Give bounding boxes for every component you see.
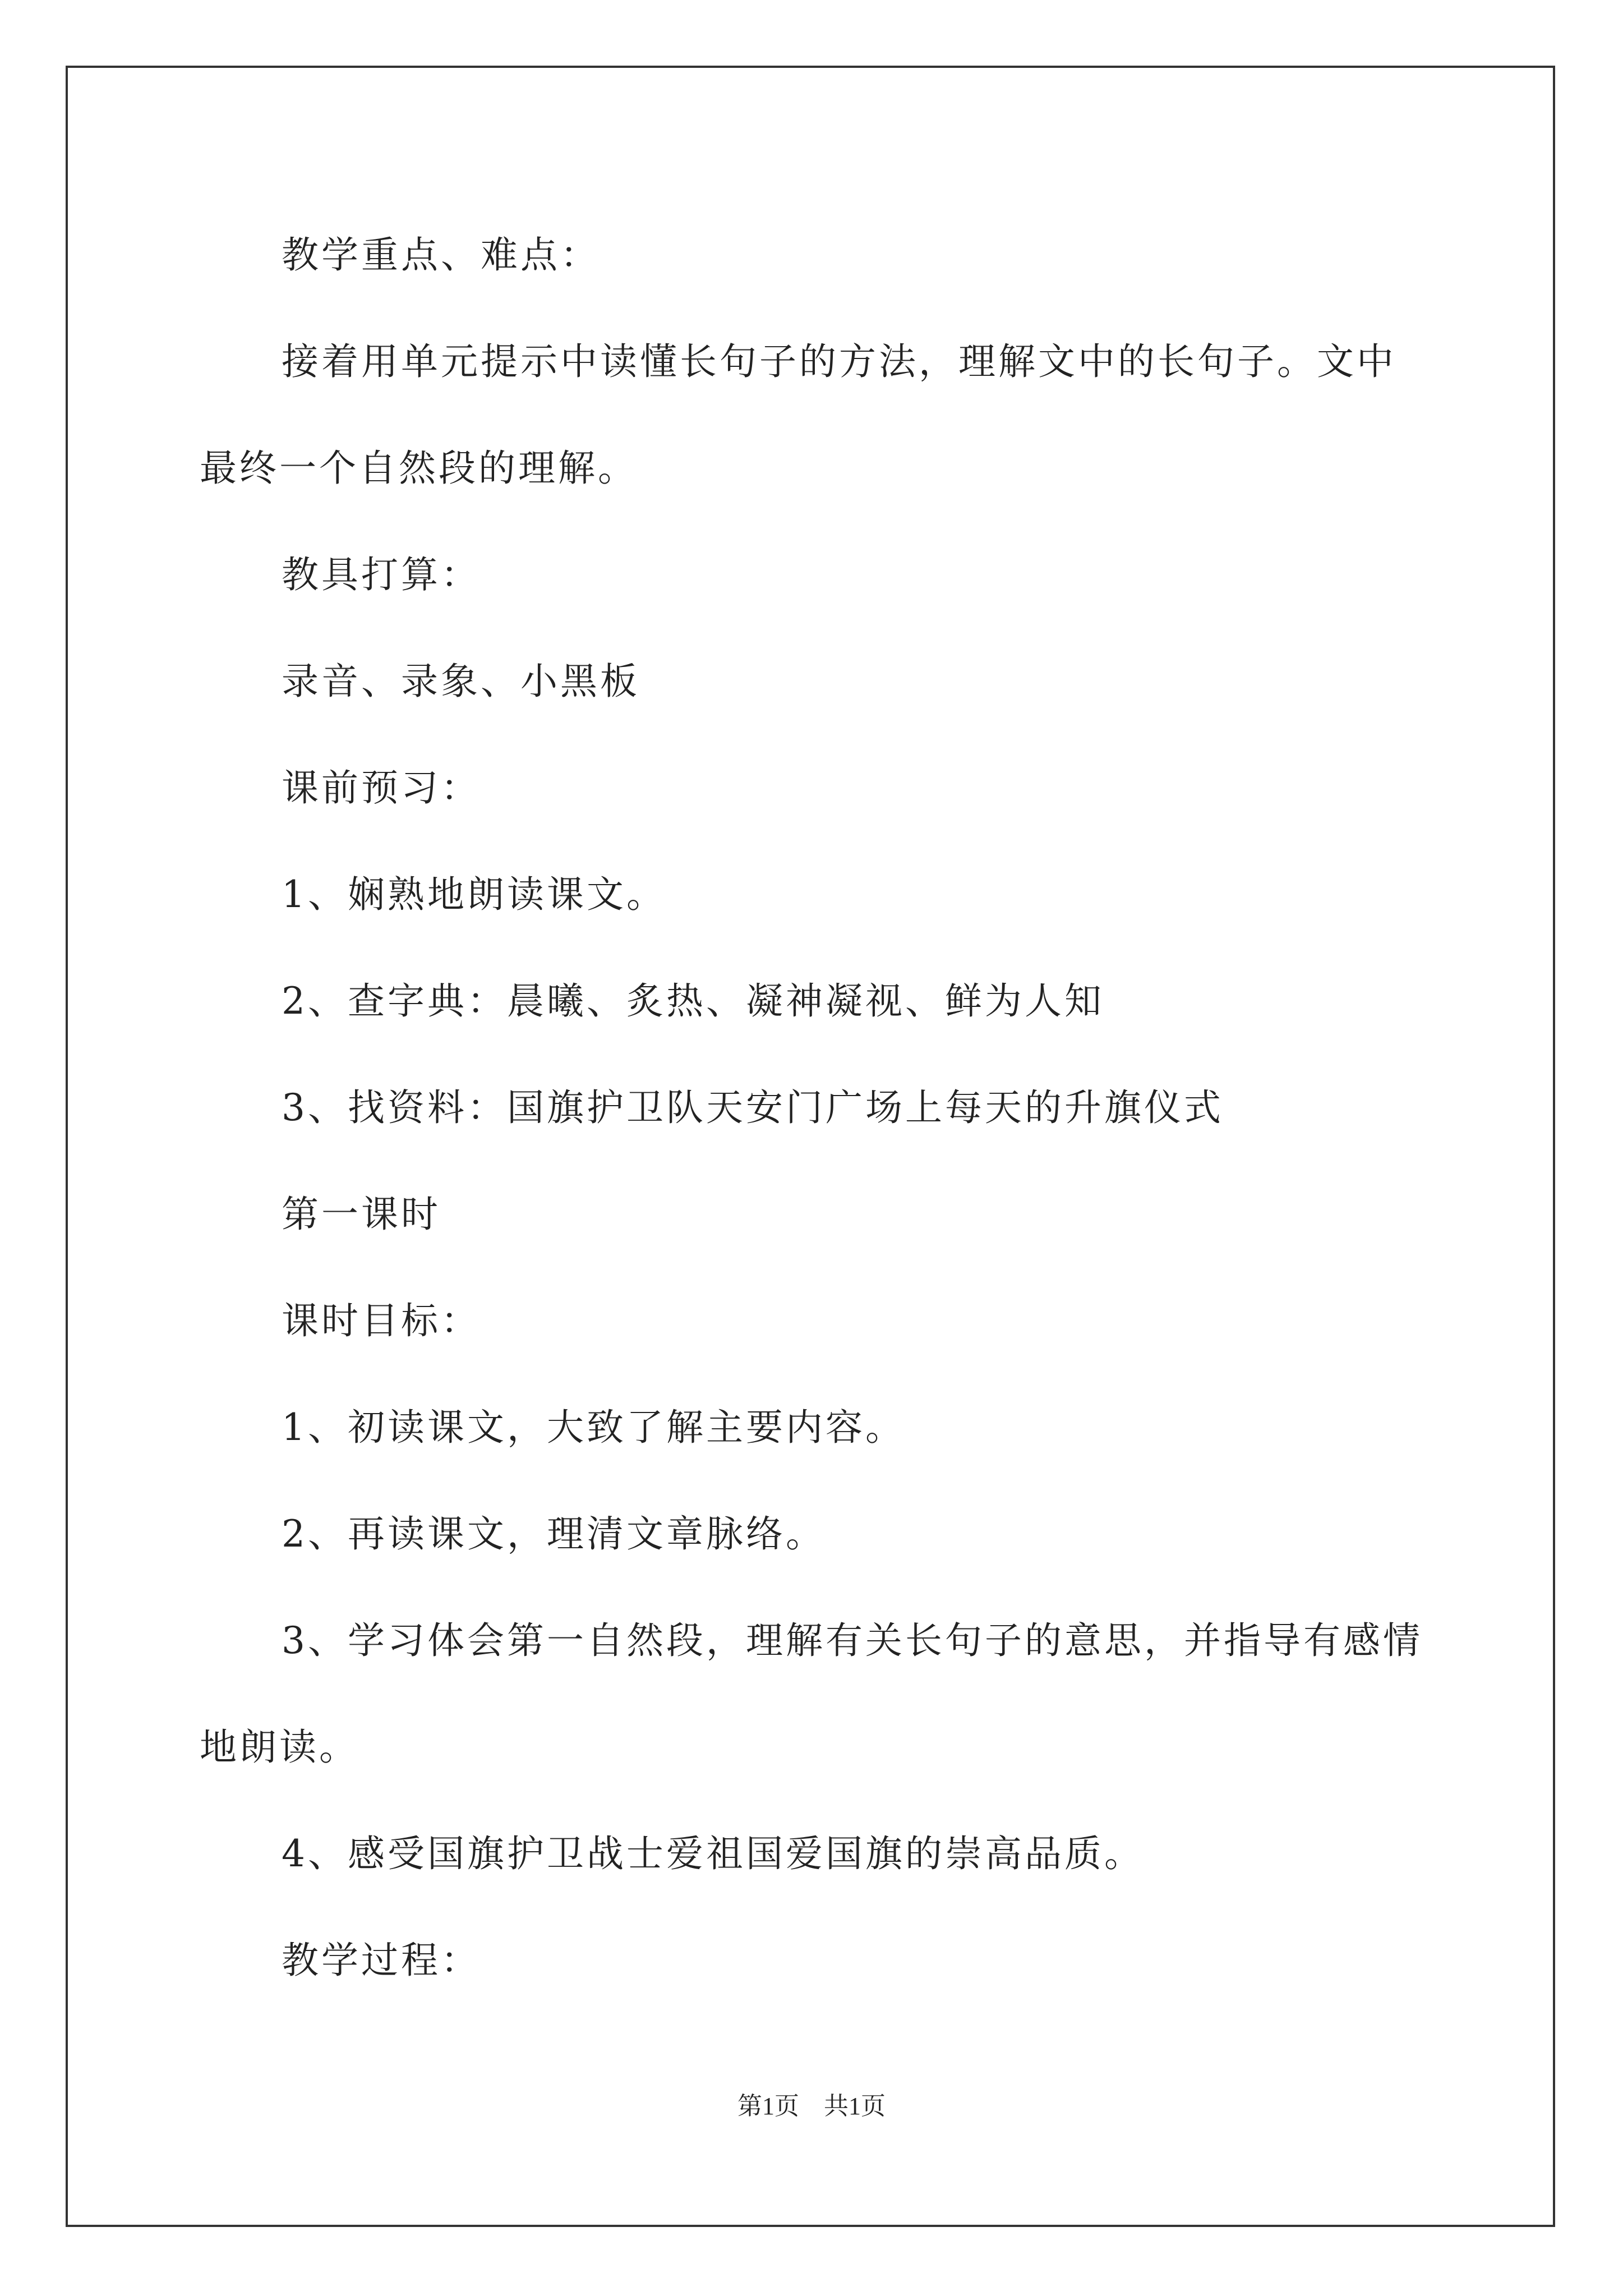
paragraph-heading-key-points: 教学重点、难点：: [282, 233, 600, 277]
paragraph-preview-item-3: 3、找资料：国旗护卫队天安门广场上每天的升旗仪式: [282, 1086, 1224, 1129]
paragraph-preview-item-2: 2、查字典：晨曦、炙热、凝神凝视、鲜为人知: [282, 979, 1104, 1023]
paragraph-key-points-text: 接着用单元提示中读懂长句子的方法，理解文中的长句子。文中最终一个自然段的理解。: [200, 340, 1396, 490]
paragraph-preview-item-1: 1、娴熟地朗读课文。: [282, 873, 666, 916]
paragraph-goal-3: 3、学习体会第一自然段，理解有关长句子的意思，并指导有感情地朗读。: [200, 1619, 1423, 1769]
paragraph-heading-teaching-aids: 教具打算：: [282, 553, 481, 596]
paragraph-goal-2: 2、再读课文，理清文章脉络。: [282, 1512, 826, 1556]
document-body: [200, 202, 1428, 2014]
paragraph-heading-preview: 课前预习：: [282, 766, 481, 809]
paragraph-teaching-aids-text: 录音、录象、小黑板: [282, 660, 640, 703]
paragraph-heading-lesson-goals: 课时目标：: [282, 1299, 481, 1342]
paragraph-goal-1: 1、初读课文，大致了解主要内容。: [282, 1406, 905, 1449]
paragraph-first-lesson: 第一课时: [282, 1193, 441, 1236]
paragraph-goal-4: 4、感受国旗护卫战士爱祖国爱国旗的崇高品质。: [282, 1832, 1144, 1875]
paragraph-heading-teaching-process: 教学过程：: [282, 1939, 481, 1982]
page-footer: 第1页 共1页: [737, 2092, 886, 2120]
